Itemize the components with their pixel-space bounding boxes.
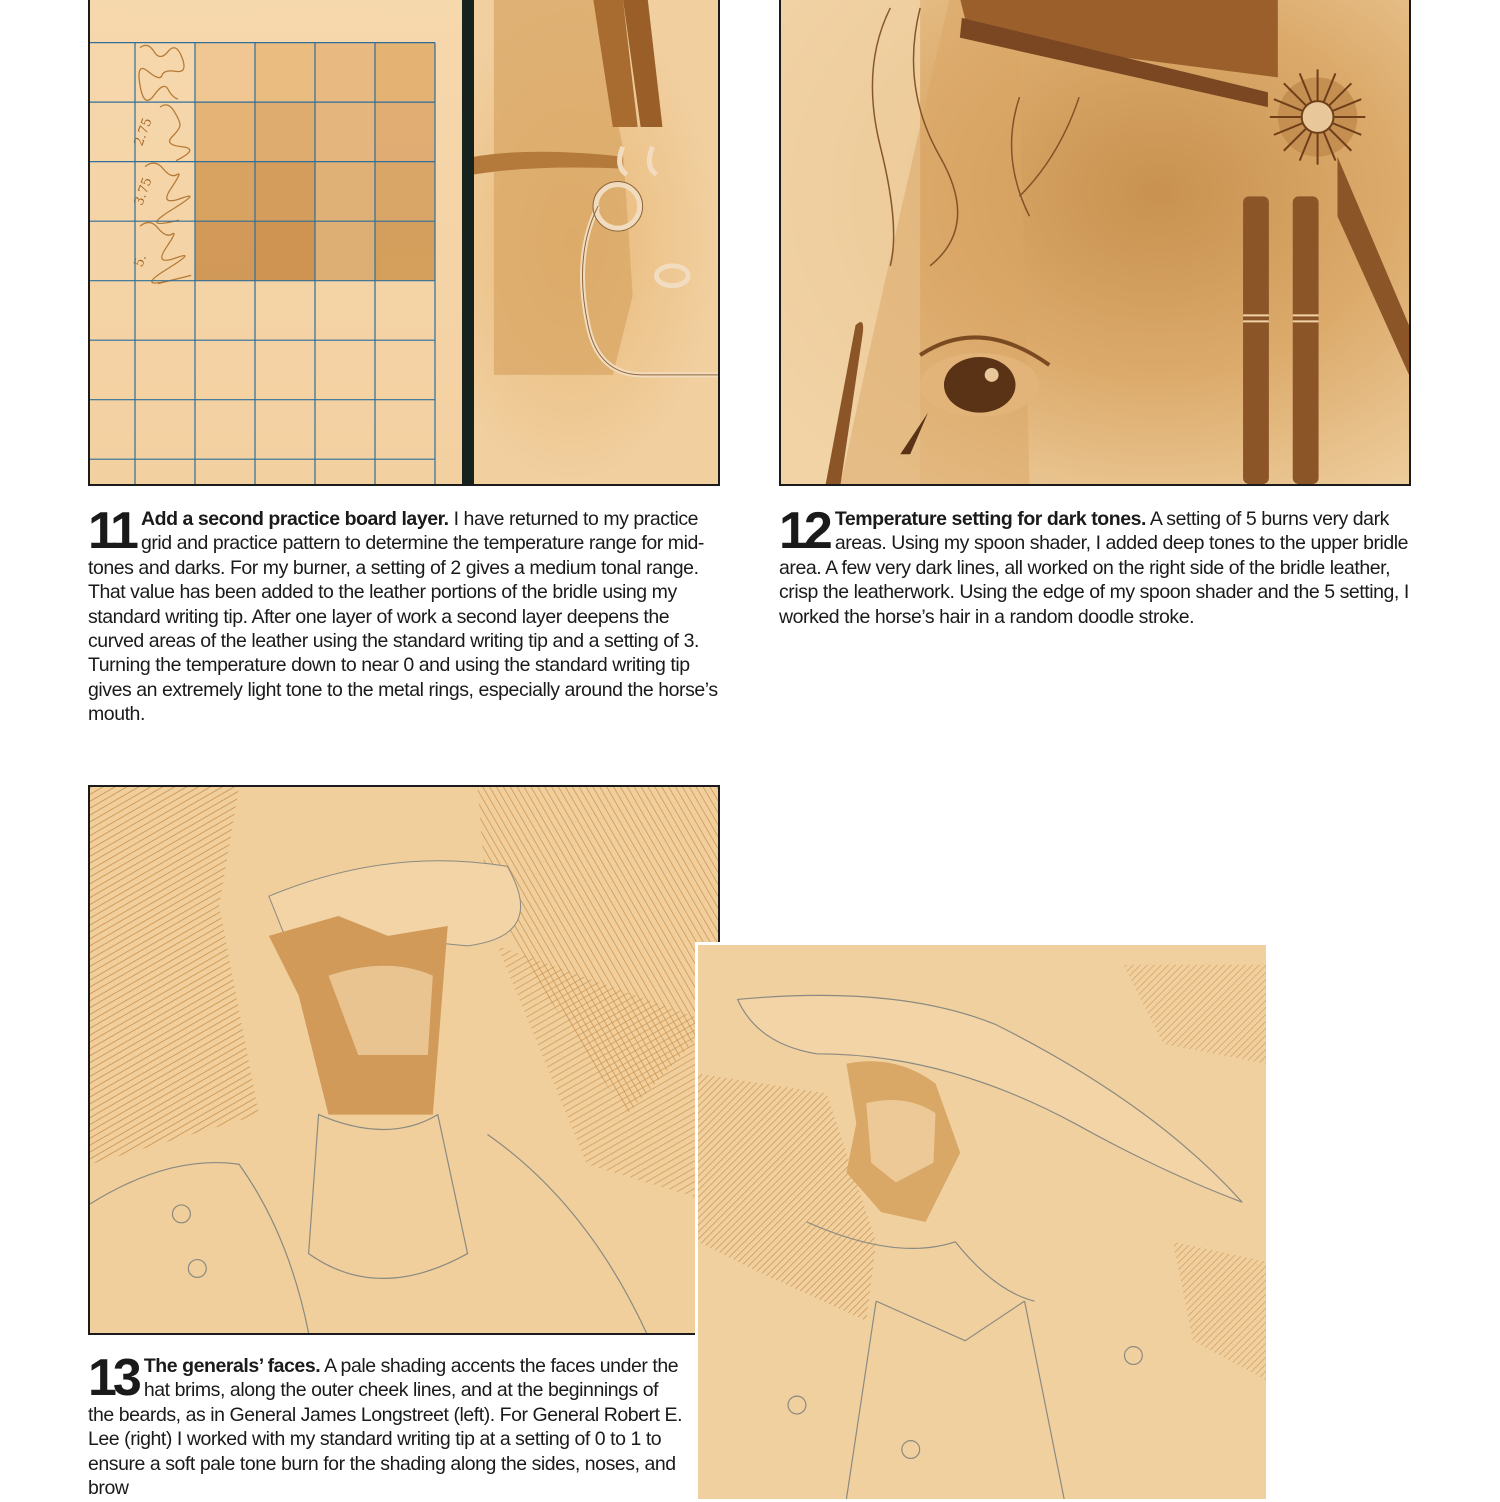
step-number: 11 bbox=[88, 502, 135, 560]
step-12-photo bbox=[779, 0, 1411, 486]
step-heading: Add a second practice board layer. bbox=[140, 508, 449, 530]
step-13-caption bbox=[88, 1349, 688, 1500]
step-number: 13 bbox=[88, 1349, 138, 1407]
svg-text:5.: 5. bbox=[131, 252, 151, 270]
step-body: A pale shading accents the faces under the hat brims, along the outer cheek lines, and at the beginnings of the beards, as in General James Longstreet (left). For General Robert E. Lee (right) I worked with my standard writing tip at a setting of 0 to 1 to ensure a soft pale tone burn for the shading along the sides, noses, and brow bbox=[88, 1355, 683, 1500]
step-heading: The generals’ faces. bbox=[143, 1355, 321, 1377]
longstreet-drawing bbox=[90, 787, 718, 1333]
horse-eye-drawing bbox=[781, 0, 1409, 484]
step-heading: Temperature setting for dark tones. bbox=[834, 508, 1146, 530]
practice-grid-board bbox=[90, 0, 462, 484]
step-13-photo-lee bbox=[695, 942, 1269, 1502]
step-body: I have returned to my practice grid and practice pattern to determine the temperature range for mid-tones and darks. For my burner, a setting of 2 gives a medium tonal range. That value has been added to the leather portions of the bridle using my standard writing tip. After one layer of work a second layer deepens the curved areas of the leather using the standard writing tip and a setting of 3. Turning the temperature down to near 0 and using the standard writing tip gives an extremely light tone to the metal rings, especially around the horse’s mouth. bbox=[88, 508, 718, 726]
bridle-drawing bbox=[474, 0, 718, 484]
step-body: A setting of 5 burns very dark areas. Using my spoon shader, I added deep tones to the upper bridle area. A few very dark lines, all worked on the right side of the bridle leather, crisp the leatherwork. Using the edge of my spoon shader and the 5 setting, I worked the horse’s hair in a random doodle stroke. bbox=[779, 508, 1409, 628]
svg-text:3.75: 3.75 bbox=[131, 175, 156, 208]
step-11-photo bbox=[88, 0, 720, 486]
bridle-drawing-board bbox=[474, 0, 718, 484]
svg-text:2.75: 2.75 bbox=[131, 116, 156, 149]
step-13-photo-longstreet bbox=[88, 785, 720, 1335]
board-divider bbox=[462, 0, 474, 484]
practice-grid-drawing bbox=[90, 0, 462, 484]
step-11-caption bbox=[88, 502, 728, 727]
lee-drawing bbox=[698, 945, 1266, 1499]
step-number: 12 bbox=[779, 502, 829, 560]
step-12-caption bbox=[779, 502, 1419, 629]
